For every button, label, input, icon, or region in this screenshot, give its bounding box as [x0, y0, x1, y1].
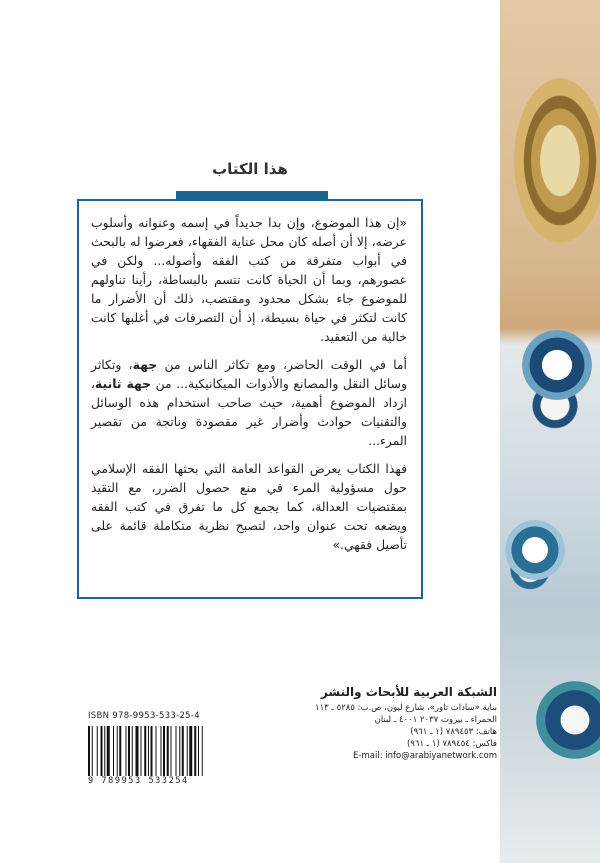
calligraphy-medallion: [514, 78, 600, 243]
barcode-image: [88, 726, 238, 776]
publisher-fax: فاكس: ٧٨٩٤٥٤ (١ ـ ٩٦١): [406, 739, 497, 749]
blurb-paragraph-1: «إن هذا الموضوع، وإن بدا جديداً في إسمه وعنوانه وأسلوب عرضه، إلا أن أصله كان محل عناية الفقهاء، فعرضوا له بالبحث في أبواب متفرقة من كتب الفقه وأصوله... ولكن في عصورهم، وبما أن الحياة كانت تتسم بالبساطة، رأينا تناولهم للموضوع جاء بشكل محدود ومقتضب، ذلك أن الأضرار ما كانت لتكثر في حياة بسيطة، إذ أن التصرفات في أغلبها كانت خالية من التعقيد.: [91, 215, 407, 344]
blurb-paragraph-2: أما في الوقت الحاضر، ومع تكاثر الناس من جهة، وتكاثر وسائل النقل والمصانع والأدوات الميكانيكية... من جهة ثانية، ازداد الموضوع أهمية، حيث صاحب استخدام هذه الوسائل والتقنيات حوادث وأضرار غير مقصودة وناتجة من تقصير المرء...: [91, 357, 407, 448]
mosaic-ornament: [505, 520, 565, 580]
publisher-address: الحمراء ـ بيروت ٢٠٣٧ ٤٠٠١ ـ لبنان: [374, 715, 497, 725]
isbn-label: ISBN 978-9953-533-25-4: [88, 711, 200, 721]
section-title: هذا الكتاب: [212, 160, 288, 178]
barcode-digits: 9 789953 533254: [88, 776, 189, 786]
title-accent-bar: [176, 191, 328, 199]
publisher-email: E-mail: info@arabiyanetwork.com: [353, 751, 497, 761]
blurb-paragraph-3: فهذا الكتاب يعرض القواعد العامة التي بحثها الفقه الإسلامي حول مسؤولية المرء في منع حصول الضرر، مع التقيد بمقتضيات العدالة، كما يجمع كل ما تفرق في كتب الفقه ويضعه تحت عنوان واحد، لتصبح نظرية متكاملة قائمة على تأصيل فقهي.»: [91, 461, 407, 552]
publisher-info: [260, 685, 497, 762]
blurb-box: [77, 199, 423, 599]
publisher-address: بناية «سادات تاور»، شارع ليون، ص.ب: ٥٢٨٥ ـ ١١٣: [315, 703, 497, 713]
publisher-phone: هاتف: ٧٨٩٤٥٣ (١ ـ ٩٦١): [410, 727, 497, 737]
mosaic-ornament: [522, 330, 592, 400]
publisher-name: الشبكة العربية للأبحاث والنشر: [320, 685, 497, 699]
